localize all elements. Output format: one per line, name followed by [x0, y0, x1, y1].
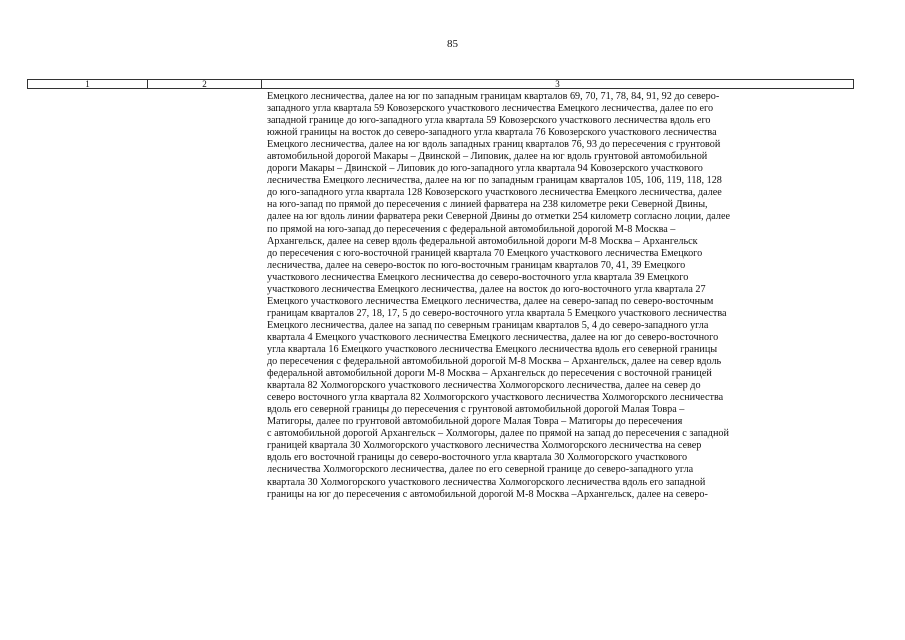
text-line: по прямой на юго-запад до пересечения с федеральной автомобильной дорогой М-8 Москва – [267, 223, 676, 235]
text-line: до пересечения с юго-восточной границей квартала 70 Емецкого участкового лесничества Емецкого [267, 247, 703, 259]
text-line: Емецкого лесничества, далее на юг вдоль западных границ кварталов 76, 93 до пересечения с грунтовой [267, 139, 721, 151]
text-line: квартала 30 Холмогорского участкового лесничества Холмогорского лесничества вдоль его западной [267, 476, 706, 488]
text-line: квартала 82 Холмогорского участкового лесничества Холмогорского лесничества, далее на север до [267, 380, 701, 392]
text-line: до юго-западного угла квартала 128 Ковозерского участкового лесничества Емецкого лесничества, далее [267, 187, 722, 199]
text-line: лесничества, далее на северо-восток по юго-восточным границам кварталов 70, 41, 39 Емецкого [267, 259, 686, 271]
page-number: 85 [447, 38, 458, 50]
text-line: дороги Макары – Двинской – Липовик до юго-западного угла квартала 94 Ковозерского участкового [267, 163, 703, 175]
text-line: западного угла квартала 59 Ковозерского участкового лесничества Емецкого лесничества, далее по его [267, 103, 714, 115]
table-header-cell-2: 2 [148, 80, 262, 88]
text-line: лесничества Емецкого лесничества, далее на юг по западным границам кварталов 105, 106, 119, 118, 128 [267, 175, 722, 187]
text-line: вдоль его восточной границы до северо-восточного угла квартала 30 Холмогорского участкового [267, 452, 688, 464]
boundary-description-text [267, 91, 867, 501]
text-line: границы на юг до пересечения с автомобильной дорогой М-8 Москва –Архангельск, далее на северо- [267, 488, 708, 500]
text-line: границам кварталов 27, 18, 17, 5 до северо-восточного угла квартала 5 Емецкого участкового лесничества [267, 307, 727, 319]
text-line: с автомобильной дорогой Архангельск – Холмогоры, далее по прямой на запад до пересечения с западной [267, 428, 729, 440]
text-line: южной границы на восток до северо-западного угла квартала 76 Ковозерского участкового лесничества [267, 127, 717, 139]
text-line: лесничества Холмогорского лесничества, далее по его северной границе до северо-западного угла [267, 464, 694, 476]
text-line: участкового лесничества Емецкого лесничества, далее на восток до юго-восточного угла квартала 27 [267, 283, 706, 295]
text-line: на юго-запад по прямой до пересечения с линией фарватера на 238 километре реки Северной Двины, [267, 199, 708, 211]
text-line: Емецкого участкового лесничества Емецкого лесничества, далее на северо-запад по северо-восточным [267, 295, 714, 307]
text-line: угла квартала 16 Емецкого участкового лесничества Емецкого лесничества вдоль его северной границы [267, 343, 718, 355]
text-line: автомобильной дорогой Макары – Двинской – Липовик, далее на юг вдоль грунтовой автомобильной [267, 151, 708, 163]
text-line: до пересечения с федеральной автомобильной дорогой М-8 Москва – Архангельск, далее на север вдоль [267, 356, 722, 368]
table-header-cell-3: 3 [555, 79, 560, 89]
text-line: Емецкого лесничества, далее на запад по северным границам кварталов 5, 4 до северо-западного угла [267, 319, 709, 331]
text-line: Архангельск, далее на север вдоль федеральной автомобильной дороги М-8 Москва – Архангельск [267, 235, 698, 247]
text-line: квартала 4 Емецкого участкового лесничества Емецкого лесничества, далее на юг до северо-восточного [267, 331, 719, 343]
text-line: вдоль его северной границы до пересечения с грунтовой автомобильной дорогой Малая Товра – [267, 404, 685, 416]
table-header-row [27, 79, 854, 89]
text-line: границей квартала 30 Холмогорского участкового лесничества Холмогорского лесничества на север [267, 440, 702, 452]
text-line: Матигоры, далее по грунтовой автомобильной дороге Малая Товра – Матигоры до пересечения [267, 416, 683, 428]
text-line: Емецкого лесничества, далее на юг по западным границам кварталов 69, 70, 71, 78, 84, 91, 92 до северо- [267, 91, 720, 102]
text-line: федеральной автомобильной дороги М-8 Москва – Архангельск до пересечения с восточной границей [267, 368, 712, 380]
text-line: участкового лесничества Емецкого лесничества до северо-восточного угла квартала 39 Емецкого [267, 271, 689, 283]
text-line: северо восточного угла квартала 82 Холмогорского участкового лесничества Холмогорского лесничества [267, 392, 724, 404]
table-header-cell-1: 1 [28, 80, 148, 88]
text-line: далее на юг вдоль линии фарватера реки Северной Двины до отметки 254 километр согласно лоции, далее [267, 211, 731, 223]
text-line: западной границе до юго-западного угла квартала 59 Ковозерского участкового лесничества вдоль его [267, 115, 711, 127]
